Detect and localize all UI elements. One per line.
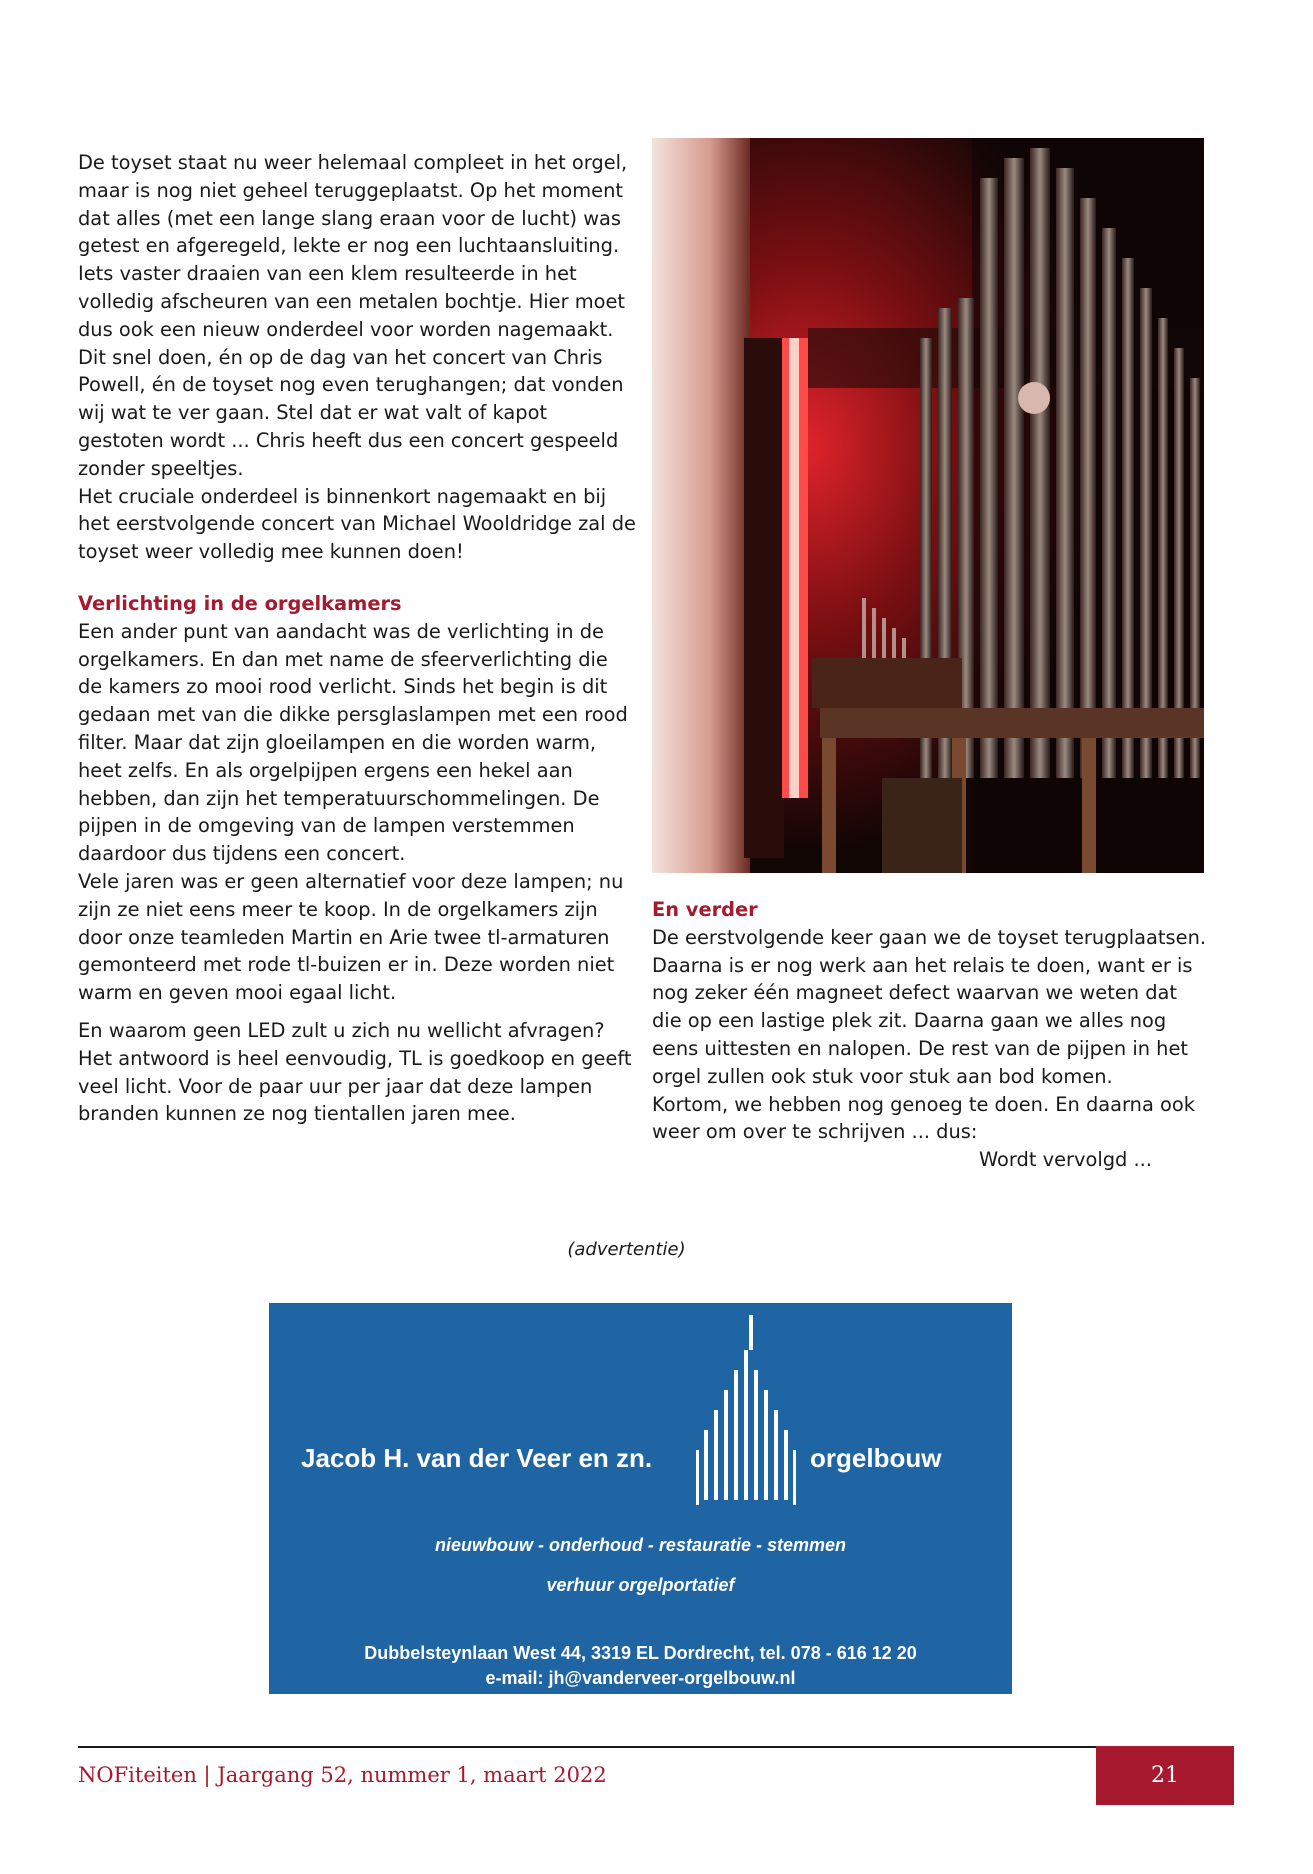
organ-chamber-photo bbox=[652, 138, 1204, 873]
advert-rental: verhuur orgelportatief bbox=[546, 1575, 735, 1595]
section-heading-verlichting: Verlichting in de orgelkamers bbox=[78, 591, 402, 615]
article-paragraph: Een ander punt van aandacht was de verlichting in de orgelkamers. En dan met name de sfeerverlichting die de kamers zo mooi rood verlicht. Sinds het begin is dit gedaan met van die dikke persglaslampen met een rood filter. Maar dat zijn gloeilampen en die worden warm, heet zelfs. En als orgelpijpen ergens een hekel aan hebben, dan zijn het temperatuurschommelingen. De pijpen in de omgeving van de lampen verstemmen daardoor dus tijdens een concert. bbox=[78, 619, 628, 866]
signoff: Wordt vervolgd ... bbox=[979, 1148, 1152, 1172]
organ-photo-illustration bbox=[652, 138, 1204, 873]
article-paragraph: Het cruciale onderdeel is binnenkort nagemaakt en bij het eerstvolgende concert van Michael Wooldridge zal de toyset weer volledig mee kunnen doen! bbox=[78, 484, 636, 564]
advert-trade: orgelbouw bbox=[810, 1443, 942, 1473]
article-paragraph: En waarom geen LED zult u zich nu wellicht afvragen? Het antwoord is heel eenvoudig, TL is goedkoop en geeft veel licht. Voor de paar uur per jaar dat deze lampen branden kunnen ze nog tientallen jaren mee. bbox=[78, 1018, 632, 1126]
article-paragraph: Kortom, we hebben nog genoeg te doen. En daarna ook weer om over te schrijven ... dus: bbox=[652, 1092, 1195, 1144]
advert-services: nieuwbouw - onderhoud - restauratie - stemmen bbox=[434, 1535, 847, 1555]
advert-email: e-mail: jh@vanderveer-orgelbouw.nl bbox=[485, 1668, 796, 1688]
advert-address: Dubbelsteynlaan West 44, 3319 EL Dordrecht, tel. 078 - 616 12 20 bbox=[364, 1643, 917, 1663]
advert-company-name: Jacob H. van der Veer en zn. bbox=[301, 1443, 653, 1473]
article-paragraph: Vele jaren was er geen alternatief voor deze lampen; nu zijn ze niet eens meer te koop. In de orgelkamers zijn door onze teamleden Martin en Arie twee tl-armaturen gemonteerd met rode tl-buizen er in. Deze worden niet warm en geven mooi egaal licht. bbox=[78, 869, 624, 1005]
advert-note: (advertentie) bbox=[567, 1239, 686, 1260]
article-left-column bbox=[78, 149, 638, 1128]
article-right-column bbox=[652, 896, 1212, 1174]
section-heading-en-verder: En verder bbox=[652, 898, 758, 921]
article-paragraph: De toyset staat nu weer helemaal compleet in het orgel, maar is nog niet geheel teruggeplaatst. Op het moment dat alles (met een lange slang eraan voor de lucht) was getest en afgeregeld, lekte er nog een luchtaansluiting. Iets vaster draaien van een klem resulteerde in het volledig afscheuren van een metalen bochtje. Hier moet dus ook een nieuw onderdeel voor worden nagemaakt. Dit snel doen, én op de dag van het concert van Chris Powell, én de toyset nog even terughangen; dat vonden wij wat te ver gaan. Stel dat er wat valt of kapot gestoten wordt ... Chris heeft dus een concert gespeeld zonder speeltjes. bbox=[78, 151, 628, 480]
article-paragraph: De eerstvolgende keer gaan we de toyset terugplaatsen. Daarna is er nog werk aan het relais te doen, want er is nog zeker één magneet defect waarvan we weten dat die op een lastige plek zit. Daarna gaan we alles nog eens uittesten en nalopen. De rest van de pijpen in het orgel zullen ook stuk voor stuk aan bod komen. bbox=[652, 925, 1207, 1088]
footer-publication: NOFiteiten | Jaargang 52, nummer 1, maart 2022 bbox=[78, 1763, 607, 1787]
page-number: 21 bbox=[1096, 1746, 1234, 1805]
advertisement bbox=[269, 1303, 1012, 1694]
footer-divider bbox=[78, 1746, 1096, 1748]
organ-pipes-icon bbox=[695, 1315, 805, 1505]
